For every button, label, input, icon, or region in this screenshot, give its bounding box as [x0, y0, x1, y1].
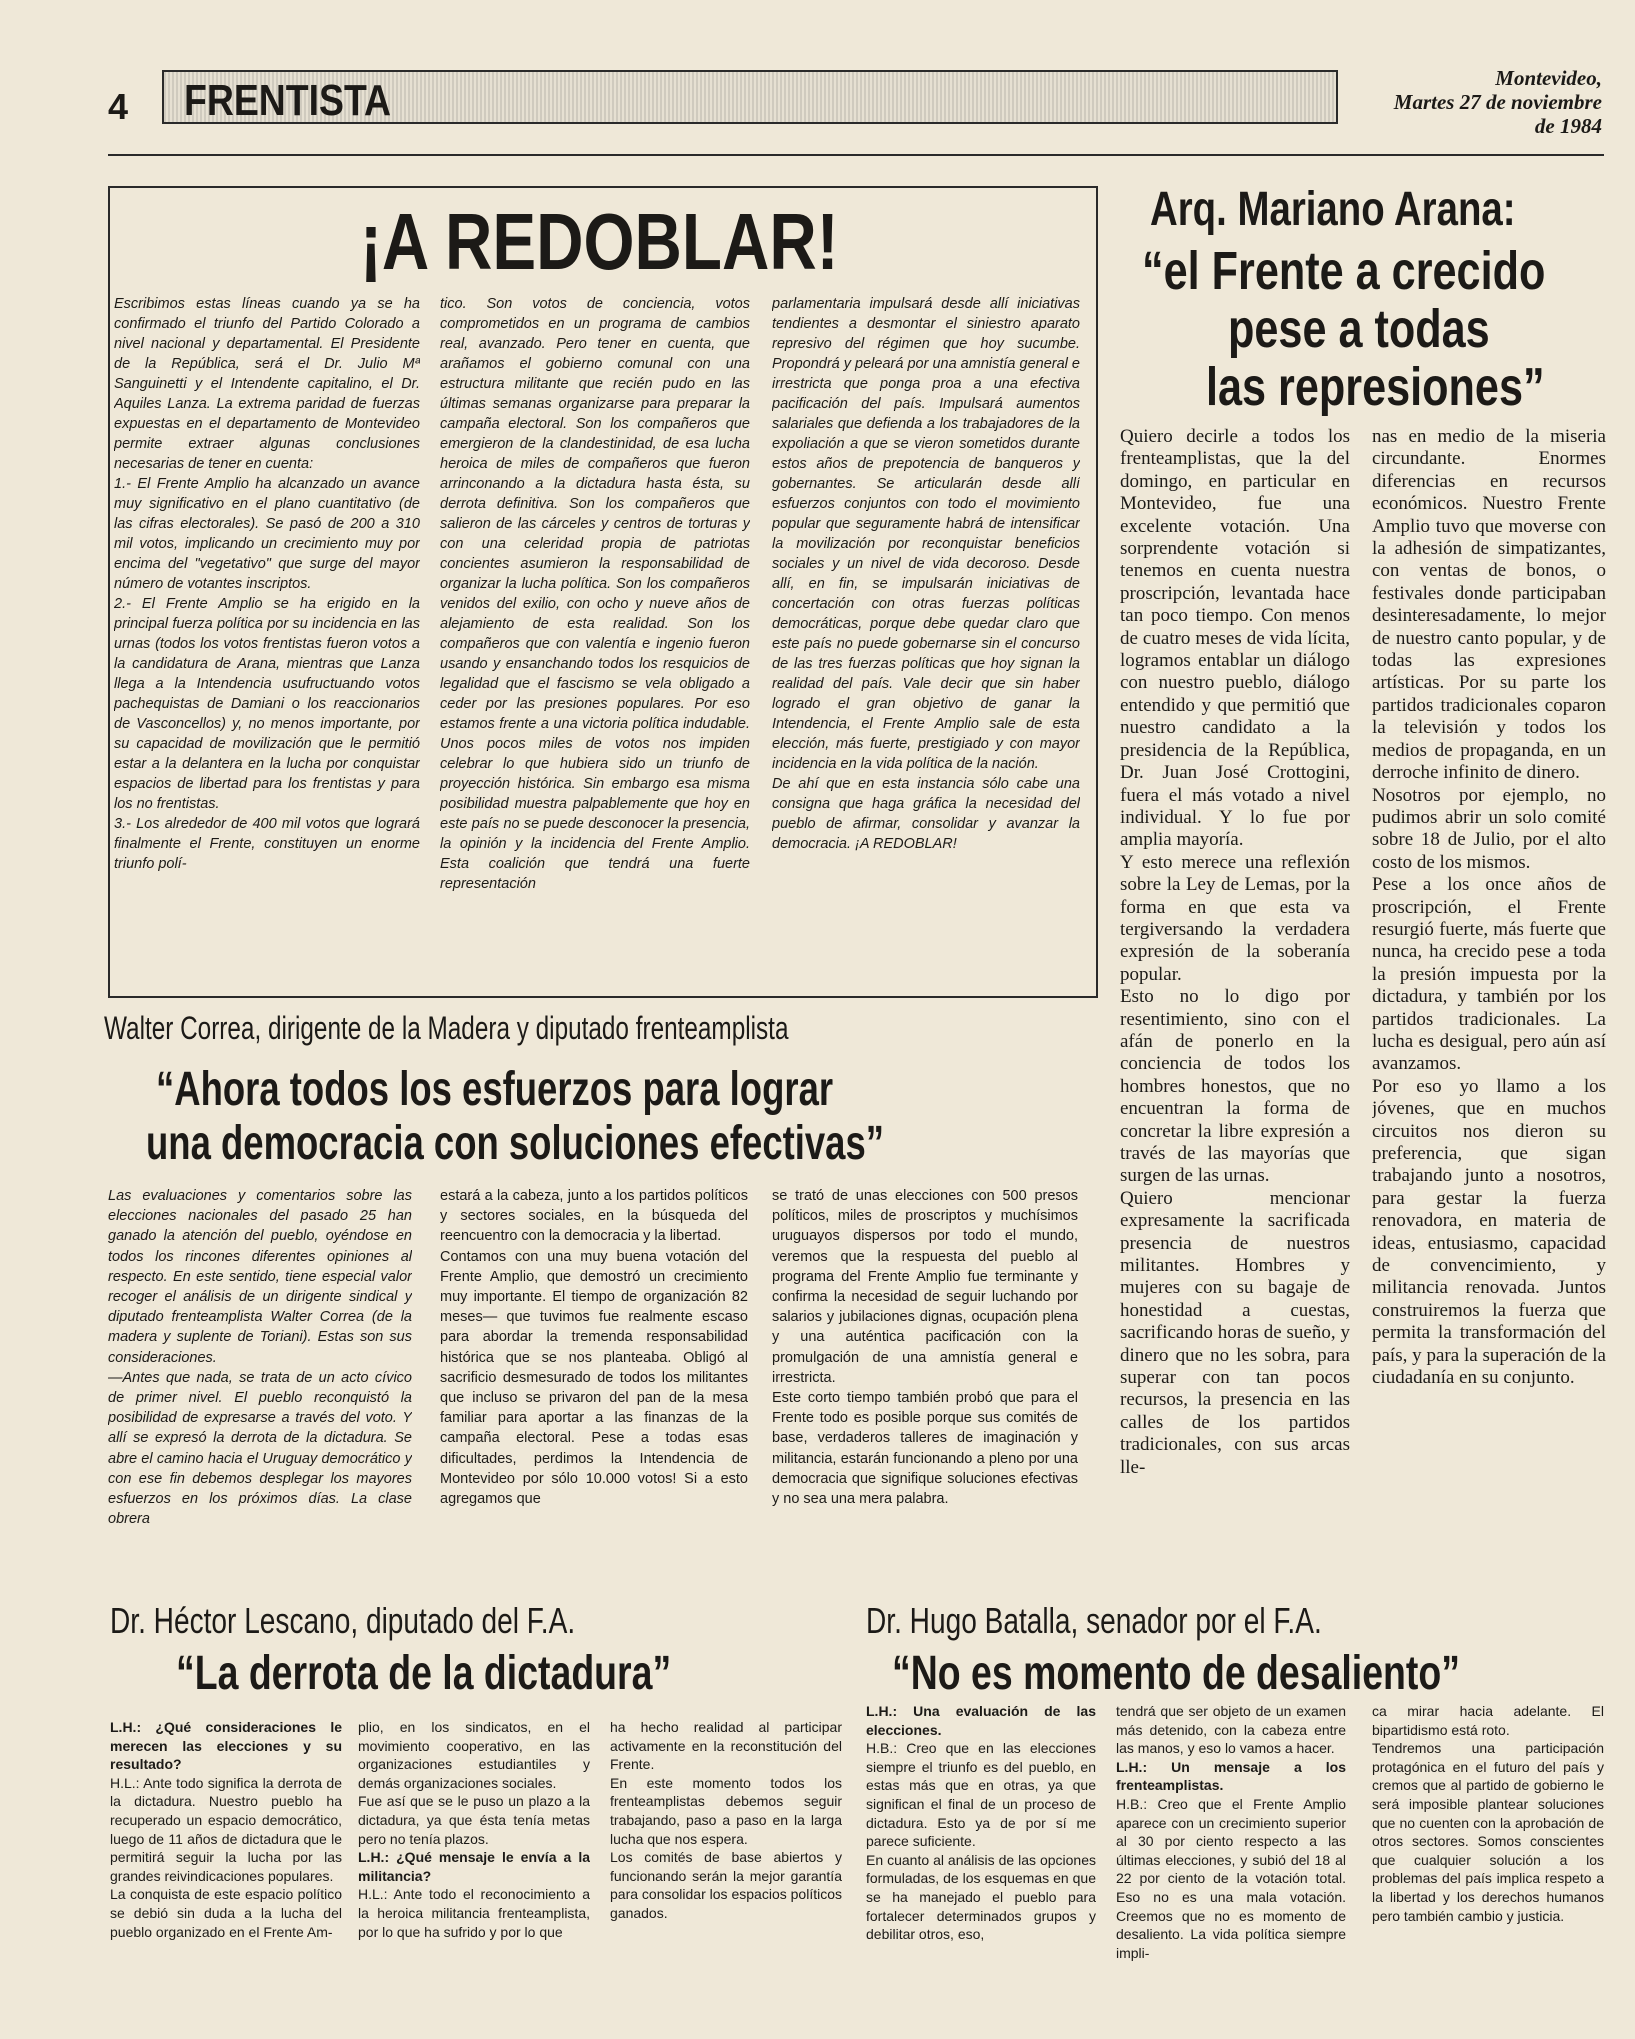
dateline-date: Martes 27 de noviembre [1393, 90, 1602, 114]
batalla-col-2 [1116, 1702, 1346, 2000]
batalla-answer-1b: tendrá que ser objeto de un examen más detenido, con la cabeza entre las manos, y eso lo vamos a hacer. [1116, 1703, 1346, 1757]
page-number: 4 [108, 86, 129, 127]
lescano-question-2: L.H.: ¿Qué mensaje le envía a la militancia? [358, 1849, 590, 1884]
section-header-bar [162, 70, 1338, 124]
batalla-title: “No es momento de desaliento” [892, 1647, 1460, 1700]
correa-col-3: se trató de unas elecciones con 500 presos políticos, miles de proscriptos y muchísimos uruguayos dispersos por todo el mundo, veremos que la respuesta del pueblo al programa del Frente Amplio fue terminante y confirma la necesidad de seguir luchando por salarios y jubilaciones dignas, ocupación plena y una auténtica pacificación con la promulgación de una amnistía general e irrestricta. Este corto tiempo también probó que para el Frente todo es posible porque sus comités de base, verdaderos talleres de imaginación y militancia, estarán funcionando a pleno por una democracia que signifique soluciones efectivas y no sea una mera palabra. [772, 1188, 1078, 1508]
lescano-col-3: ha hecho realidad al participar activamente en la reconstitución del Frente. En este momento todos los frenteamplistas debemos seguir trabajando, paso a paso en la larga lucha que nos espera. Los comités de base abiertos y funcionando serán la mejor garantía para consolidar los espacios políticos ganados. [610, 1719, 842, 1921]
lescano-col-1 [110, 1718, 342, 2000]
arana-col-1: Quiero decirle a todos los frenteamplistas, que la del domingo, en particular en Montevideo, fue una excelente votación. Una sorprendente votación si tenemos en cuenta nuestra proscripción, levantada hace tan poco tiempo. Con menos de cuatro meses de vida lícita, logramos entablar un diálogo con nuestro pueblo, diálogo entendido y que permitió que nuestro candidato a la presidencia de la República, Dr. Juan José Crottogini, fuera el más votado a nivel individual. Y lo fue por amplia mayoría. Y esto merece una reflexión sobre la Ley de Lemas, por la forma en que esta va tergiversando la verdadera expresión de la soberanía popular. Esto no lo digo por resentimiento, sino con el afán de ponerlo en la conciencia de todos los hombres honestos, que no encuentran la forma de concretar la libre expresión a través de las mayorías que surgen de las urnas. Quiero mencionar expresamente la sacrificada presencia de nuestros militantes. Hombres y mujeres con su bagaje de honestidad a cuestas, sacrificando horas de sueño, y dinero que no les sobra, para superar con tan pocos recursos, la presencia en las calles de los partidos tradicionales, con sus arcas lle- [1120, 426, 1350, 1478]
batalla-answer-2: H.B.: Creo que el Frente Amplio aparece con un crecimiento superior al 30 por ciento respecto a las últimas elecciones, y subió del 18 al 22 por ciento de la votación total. Eso no es una mala votación. Creemos que no es momento de desaliento. La vida política siempre impli- [1116, 1795, 1346, 1961]
arana-title-line-3: pese a todas [1228, 299, 1490, 359]
editorial-col-1: Escribimos estas líneas cuando ya se ha confirmado el triunfo del Partido Colorado a nivel nacional y departamental. El Presidente de la República, será el Dr. Julio Mª Sanguinetti y el Intendente capitalino, el Dr. Aquiles Lanza. La extrema paridad de fuerzas expuestas en el departamento de Montevideo permite extraer algunas conclusiones necesarias de tener en cuenta: 1.- El Frente Amplio ha alcanzado un avance muy significativo en el plano cuantitativo (de las cifras electorales). Se pasó de 200 a 310 mil votos, implicando un crecimiento muy por encima del "vegetativo" que surge del mayor número de votantes inscriptos. 2.- El Frente Amplio se ha erigido en la principal fuerza política por su incidencia en las urnas (todos los votos frentistas fueron votos a la candidatura de Arana, mientras que Lanza llega a la Intendencia usufructuando votos pachequistas de Damiani o los reaccionarios de Vasconcellos) y, no menos importante, por su capacidad de movilización que le permitió estar a la delantera en la lucha por conquistar espacios de libertad para los frentistas y para los no frentistas. 3.- Los alrededor de 400 mil votos que logrará finalmente el Frente, constituyen un enorme triunfo polí- [114, 296, 420, 872]
batalla-question-1: L.H.: Una evaluación de las elecciones. [866, 1703, 1096, 1738]
dateline-city: Montevideo, [1495, 66, 1602, 90]
batalla-kicker: Dr. Hugo Batalla, senador por el F.A. [866, 1600, 1322, 1641]
arana-title-line-4: las represiones” [1206, 357, 1545, 417]
dateline-year: de 1984 [1534, 114, 1602, 138]
lescano-answer-1b: plio, en los sindicatos, en el movimiento cooperativo, en las organizaciones estudiantiles y demás organizaciones sociales. Fue así que se le puso un plazo a la dictadura, ya que ésta tenía metas pero no tenía plazos. [358, 1719, 590, 1847]
batalla-col-3: ca mirar hacia adelante. El bipartidismo está roto. Tendremos una participación protagónica en el futuro del país y cremos que al partido de gobierno le será imposible plantear soluciones que no cuenten con la aprobación de otros sectores. Somos conscientes que cualquier solución a los problemas del país implica respeto a la libertad y los derechos humanos pero también cambio y justicia. [1372, 1703, 1604, 1924]
correa-col-2: estará a la cabeza, junto a los partidos políticos y sectores sociales, en la búsqueda del reencuentro con la democracia y la libertad. Contamos con una muy buena votación del Frente Amplio, que demostró un crecimiento muy importante. El tiempo de organización 82 meses— que tuvimos fue realmente escaso para abordar la tremenda responsabilidad histórica que se nos planteaba. Obligó al sacrificio desmesurado de todos los militantes que incluso se privaron del pan de la mesa familiar para aportar a las finanzas de la campaña electoral. Pese a todas esas dificultades, perdimos la Intendencia de Montevideo por sólo 10.000 votos! Si a esto agregamos que [440, 1188, 748, 1508]
arana-col-2: nas en medio de la miseria circundante. Enormes diferencias en recursos económicos. Nuestro Frente Amplio tuvo que moverse con la adhesión de simpatizantes, con ventas de bonos, o festivales donde participaban desinteresadamente, lo mejor de nuestro canto popular, y de todas las expresiones artísticas. Por su parte los partidos tradicionales coparon la televisión y todos los medios de propaganda, en un derroche infinito de dinero. Nosotros por ejemplo, no pudimos abrir un solo comité sobre 18 de Julio, por el alto costo de los mismos. Pese a los once años de proscripción, el Frente resurgió fuerte, más fuerte que nunca, ha crecido pese a toda la presión impuesta por la dictadura, y también por los partidos tradicionales. La lucha es desigual, pero aún así avanzamos. Por eso yo llamo a los jóvenes, que en muchos circuitos nos dieron su preferencia, que sigan trabajando junto a nosotros, para gestar la fuerza renovadora, en materia de ideas, entusiasmo, capacidad de convencimiento, y militancia renovada. Juntos construiremos la fuerza que permita la transformación del país, y para la superación de la ciudadanía en su conjunto. [1372, 426, 1606, 1389]
batalla-question-2: L.H.: Un mensaje a los frenteamplistas. [1116, 1758, 1346, 1794]
arana-title-line-2: “el Frente a crecido [1142, 241, 1546, 301]
editorial-col-3: parlamentaria impulsará desde allí iniciativas tendientes a desmontar el siniestro aparato represivo del régimen que hoy sucumbe. Propondrá y peleará por una amnistía general e irrestricta que ponga proa a una efectiva pacificación del país. Impulsará aumentos salariales que defienda a los trabajadores de la expoliación a que se vieron sometidos durante estos años de prepotencia de banqueros y gobernantes. Se articularán desde allí esfuerzos conjuntos con todo el movimiento popular que seguramente habrá de intensificar la movilización por reconquistar beneficios sociales y un nivel de vida decoroso. Desde allí, en fin, se impulsarán iniciativas de concertación con otras fuerzas políticas democráticas, porque debe quedar claro que este país no puede gobernarse sin el concurso de las tres fuerzas políticas que hoy signan la realidad del país. Vale decir que sin haber logrado el gran objetivo de ganar la Intendencia, el Frente Amplio sale de esta elección, más fuerte, prestigiado y con mayor incidencia en la vida política de la nación. De ahí que en esta instancia sólo cabe una consigna que haga gráfica la necesidad del pueblo de afirmar, consolidar y avanzar la democracia. ¡A REDOBLAR! [772, 296, 1080, 852]
lescano-kicker: Dr. Héctor Lescano, diputado del F.A. [110, 1600, 576, 1641]
correa-title-line-1: “Ahora todos los esfuerzos para lograr [156, 1063, 834, 1116]
editorial-col-2: tico. Son votos de conciencia, votos comprometidos en un programa de cambios real, avanzado. Pero tener en cuenta, que arañamos el gobierno comunal con una estructura militante que recién pudo en las últimas semanas organizarse para preparar la campaña electoral. Son los compañeros que emergieron de la clandestinidad, de esa lucha heroica de miles de compañeros que fueron arrinconando a la dictadura hasta ésta, su derrota definitiva. Son los compañeros que salieron de las cárceles y centros de torturas y con una celeridad propia de patriotas concientes asumieron la responsabilidad de organizar la lucha política. Son los compañeros venidos del exilio, con ocho y nueve años de alejamiento de esta realidad. Son los compañeros que con valentía e ingenio fueron usando y ensanchando todos los resquicios de legalidad que el fascismo se vela obligado a ceder por las presiones populares. Por eso estamos frente a una victoria política indudable. Unos pocos miles de votos nos impiden celebrar lo que hubiera sido un triunfo de proyección histórica. Sin embargo esa misma posibilidad muestra palpablemente que hoy en este país no se puede desconocer la presencia, la opinión y la incidencia del Frente Amplio. Esta coalición que tendrá una fuerte representación [440, 296, 750, 892]
editorial-title: ¡A REDOBLAR! [360, 197, 839, 286]
correa-col-1: Las evaluaciones y comentarios sobre las elecciones nacionales del pasado 25 han ganado la atención del pueblo, oyéndose en todos los rincones diferentes opiniones al respecto. En este sentido, tiene especial valor recoger el análisis de un dirigente sindical y diputado frenteamplista Walter Correa (de la madera y suplente de Toriani). Estas son sus consideraciones. —Antes que nada, se trata de un acto cívico de primer nivel. El pueblo reconquistó la posibilidad de expresarse a través del voto. Y allí se expresó la derrota de la dictadura. Se abre el camino hacia el Uruguay democrático y con ese fin debemos desplegar los mayores esfuerzos en los próximos días. La clase obrera [108, 1188, 412, 1528]
lescano-col-2 [358, 1718, 590, 2000]
masthead-rule [108, 154, 1604, 156]
lescano-title: “La derrota de la dictadura” [176, 1647, 672, 1700]
dateline [1344, 66, 1602, 138]
arana-title-line-1: Arq. Mariano Arana: [1150, 183, 1516, 236]
batalla-answer-1: H.B.: Creo que en las elecciones siempre el triunfo es del pueblo, en estas más que en otras, ya que significan el final de un proceso de dictadura. Esto ya de por sí me parece suficiente. En cuanto al análisis de las opciones formuladas, de los esquemas en que se ha manejado el pueblo para fortalecer determinados grupos y debilitar otros, eso, [866, 1740, 1096, 1943]
lescano-answer-2: H.L.: Ante todo el reconocimiento a la heroica militancia frenteamplista, por lo que ha sufrido y por lo que [358, 1886, 590, 1940]
batalla-col-1 [866, 1702, 1096, 2000]
correa-title-line-2: una democracia con soluciones efectivas” [146, 1117, 884, 1170]
lescano-question-1: L.H.: ¿Qué consideraciones le merecen las elecciones y su resultado? [110, 1719, 342, 1773]
section-name: FRENTISTA [184, 76, 392, 125]
lescano-answer-1: H.L.: Ante todo significa la derrota de la dictadura. Nuestro pueblo ha recuperado un espacio democrático, luego de 11 años de dictadura que le permitirá seguir la lucha por las grandes reivindicaciones populares. La conquista de este espacio político se debió sin duda a la lucha del pueblo organizado en el Frente Am- [110, 1774, 342, 1940]
correa-kicker: Walter Correa, dirigente de la Madera y diputado frenteamplista [104, 1010, 789, 1046]
